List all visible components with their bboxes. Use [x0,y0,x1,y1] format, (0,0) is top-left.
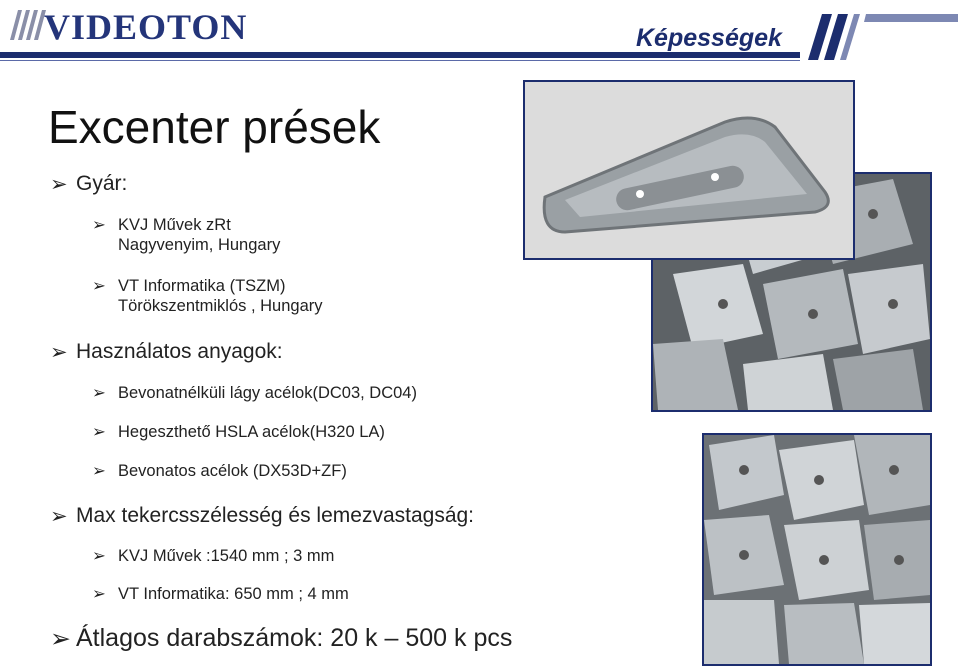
company-logo: VIDEOTON [44,7,248,47]
sub-bullet [92,215,280,255]
arrow-bullet-icon: ➢ [92,216,106,234]
sub-bullet-line: VT Informatika (TSZM) [118,277,286,295]
sub-bullet-line: Hegeszthető HSLA acélok(H320 LA) [118,423,385,441]
arrow-bullet-icon: ➢ [92,547,106,565]
bullet-max [50,504,474,528]
sub-bullet-line: KVJ Művek :1540 mm ; 3 mm [118,547,335,565]
sub-bullet-line: KVJ Művek zRt [118,216,231,234]
stamped-parts-photo-2 [702,433,932,666]
sub-bullet-line: Törökszentmiklós , Hungary [118,297,323,315]
bracket-part-photo [523,80,855,260]
bullet-gyar [50,172,127,196]
sub-bullet [92,584,349,604]
sub-bullet [92,276,323,316]
arrow-bullet-icon: ➢ [92,585,106,603]
header-stripes-icon [808,14,958,60]
arrow-bullet-icon: ➢ [92,462,106,480]
bullet-label: Max tekercsszélesség és lemezvastagság: [76,504,475,527]
arrow-bullet-icon: ➢ [92,384,106,402]
sub-bullet [92,461,347,481]
sub-bullet [92,422,385,442]
sub-bullet-line: VT Informatika: 650 mm ; 4 mm [118,585,349,603]
sub-bullet-line: Nagyvenyim, Hungary [118,236,281,254]
arrow-bullet-icon: ➢ [50,173,68,196]
arrow-bullet-icon: ➢ [92,277,106,295]
bullet-darabszam [50,624,512,653]
sub-bullet [92,383,417,403]
bullet-label: Használatos anyagok: [76,340,283,363]
bullet-label: Átlagos darabszámok: 20 k – 500 k pcs [76,624,513,652]
logo-stripes-icon [8,10,46,40]
arrow-bullet-icon: ➢ [92,423,106,441]
sub-bullet-line: Bevonatos acélok (DX53D+ZF) [118,462,347,480]
arrow-bullet-icon: ➢ [50,625,71,653]
sub-bullet [92,546,334,566]
header-rule-thin [0,60,800,61]
section-title: Képességek [636,24,782,52]
bullet-anyagok [50,340,283,364]
bullet-label: Gyár: [76,172,128,195]
arrow-bullet-icon: ➢ [50,505,68,528]
sub-bullet-line: Bevonatnélküli lágy acélok(DC03, DC04) [118,384,417,402]
arrow-bullet-icon: ➢ [50,341,68,364]
page-title: Excenter prések [48,101,381,153]
